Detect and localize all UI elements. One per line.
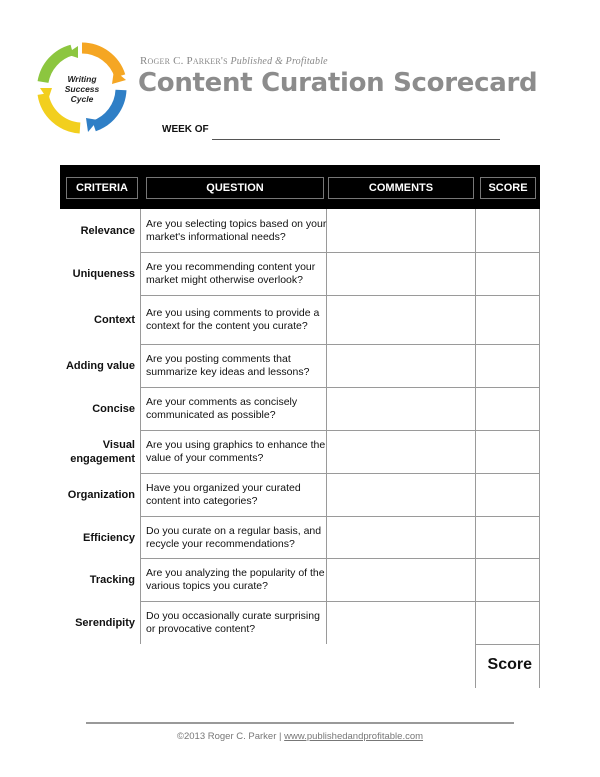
- criteria-label: Visual engagement: [70, 439, 135, 465]
- grid-line: [475, 209, 476, 688]
- column-header-score: SCORE: [480, 177, 536, 199]
- footer-separator: |: [279, 731, 282, 742]
- criteria-label: Context: [94, 314, 135, 326]
- grid-line: [539, 209, 540, 688]
- brand-author: Roger C. Parker's: [140, 55, 228, 67]
- question-text: Are you recommending content your market might otherwise overlook?: [146, 261, 316, 286]
- table-header: [60, 165, 540, 209]
- question-text: Do you occasionally curate surprising or provocative content?: [146, 610, 320, 635]
- criteria-label: Efficiency: [83, 531, 135, 544]
- criteria-label: Relevance: [80, 225, 135, 237]
- question-text: Are you posting comments that summarize key ideas and lessons?: [146, 353, 310, 378]
- question-text: Are you using graphics to enhance the value of your comments?: [146, 439, 326, 464]
- brand-publication: Published & Profitable: [230, 56, 328, 67]
- criteria-label: Organization: [67, 489, 135, 501]
- question-text: Do you curate on a regular basis, and recycle your recommendations?: [146, 524, 322, 550]
- criteria-label: Concise: [92, 403, 135, 415]
- column-header-criteria: CRITERIA: [66, 177, 138, 199]
- footer-website-link[interactable]: www.publishedandprofitable.com: [284, 731, 424, 742]
- question-text: Are you using comments to provide a context for the content you curate?: [146, 307, 320, 332]
- total-score-label: Score: [487, 656, 532, 673]
- writing-success-cycle-logo: [36, 42, 128, 134]
- week-of-label: WEEK OF: [162, 124, 209, 135]
- question-text: Have you organized your curated content into categories?: [146, 482, 301, 507]
- grid-line: [140, 209, 141, 644]
- week-of-field[interactable]: [212, 139, 500, 140]
- criteria-label: Serendipity: [75, 617, 135, 629]
- svg-text:Cycle: Cycle: [70, 94, 94, 104]
- question-text: Are you selecting topics based on your market's informational needs?: [146, 218, 327, 243]
- brand-line: [140, 55, 328, 67]
- column-header-question: QUESTION: [146, 177, 324, 199]
- question-text: Are your comments as concisely communicated as possible?: [146, 396, 298, 421]
- svg-text:Writing: Writing: [67, 74, 97, 84]
- question-text: Are you analyzing the popularity of the various topics you curate?: [146, 567, 325, 592]
- footer-divider: [86, 722, 514, 724]
- page-title: Content Curation Scorecard: [138, 68, 538, 98]
- criteria-label: Tracking: [89, 574, 135, 586]
- column-header-comments: COMMENTS: [328, 177, 474, 199]
- svg-text:Success: Success: [64, 84, 100, 94]
- footer: [0, 731, 600, 742]
- criteria-label: Adding value: [65, 360, 135, 372]
- criteria-label: Uniqueness: [72, 268, 135, 280]
- footer-copyright: ©2013 Roger C. Parker: [176, 731, 277, 742]
- grid-line: [475, 644, 540, 645]
